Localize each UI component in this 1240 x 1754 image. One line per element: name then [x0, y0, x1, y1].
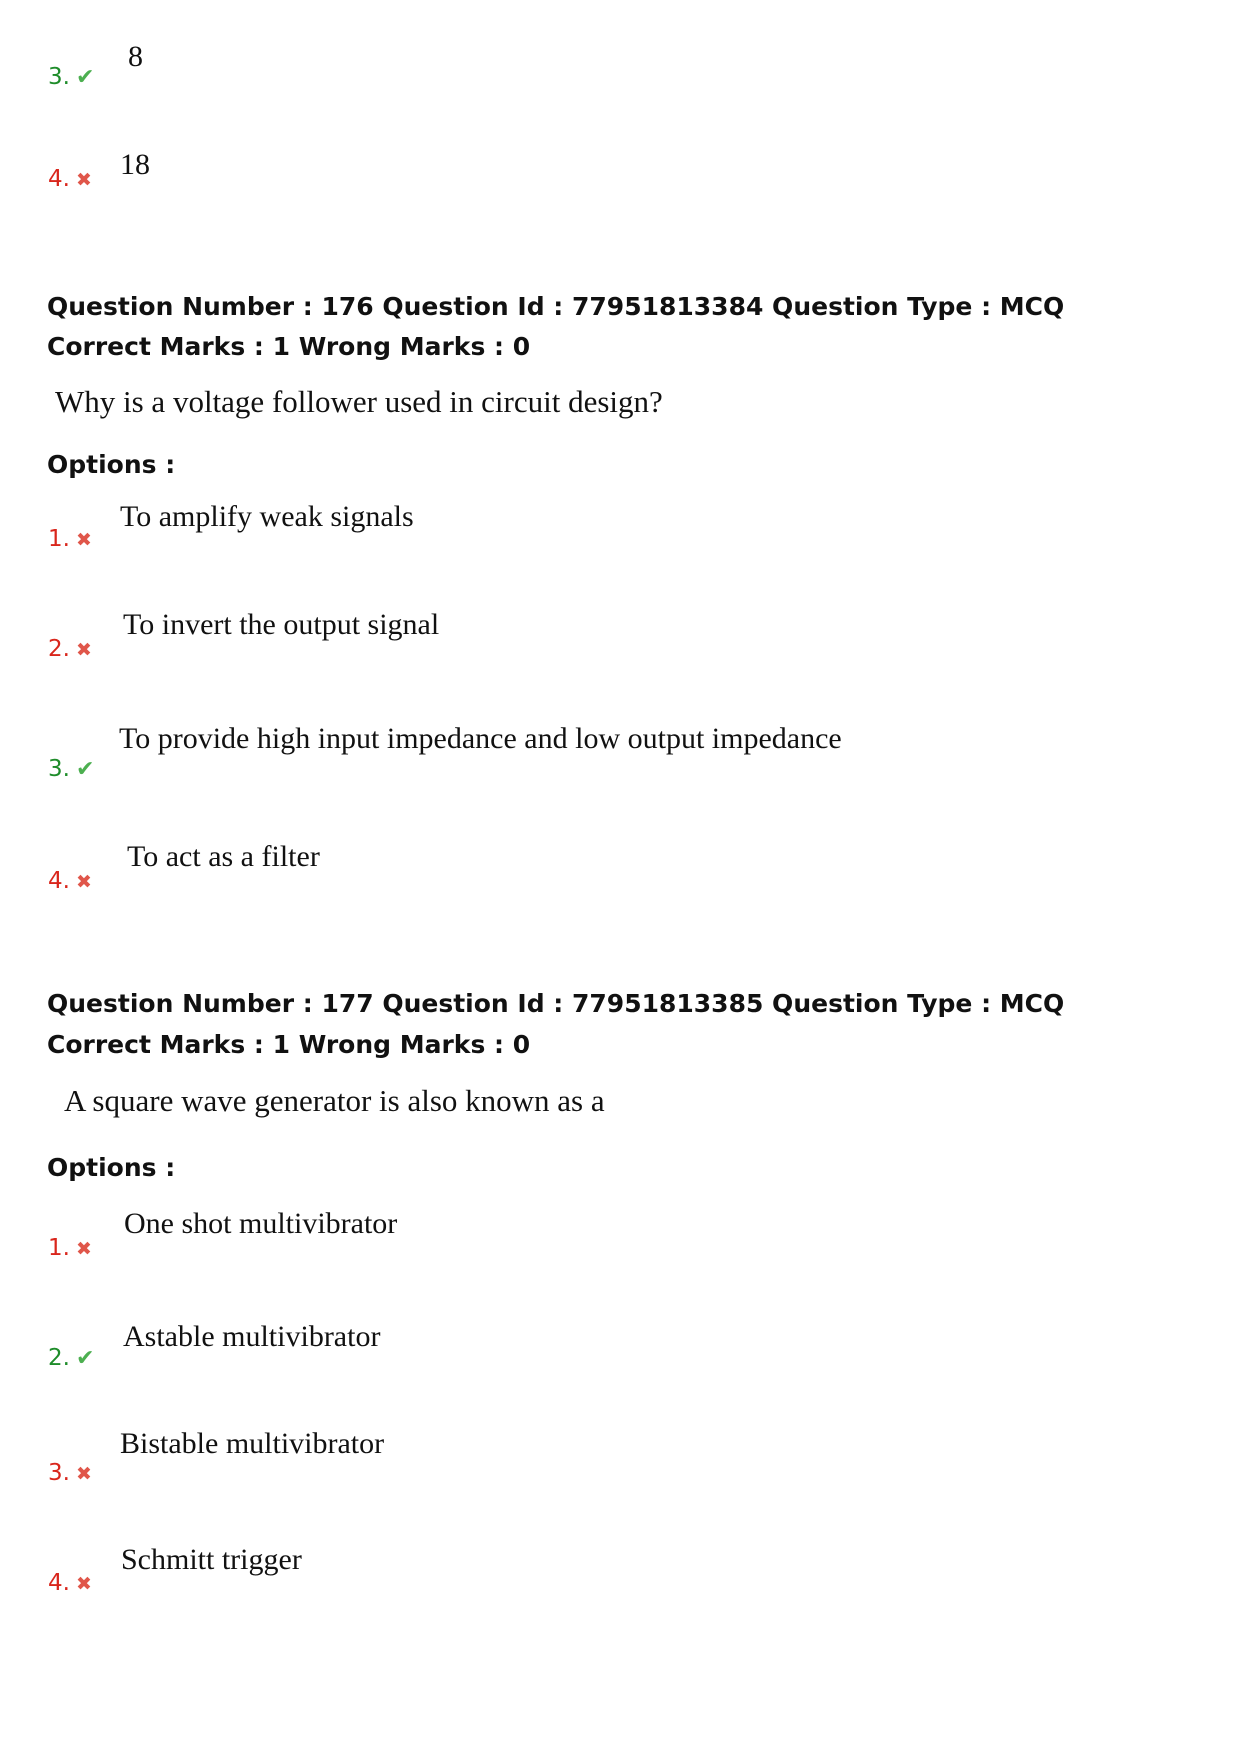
- option-text: To act as a filter: [127, 840, 320, 873]
- question-text: A square wave generator is also known as a: [64, 1083, 605, 1118]
- option-text: To invert the output signal: [123, 608, 440, 641]
- check-icon: ✔: [75, 757, 95, 782]
- question-header: Question Number : 177 Question Id : 77951813385 Question Type : MCQ: [47, 989, 1065, 1018]
- options-label: Options :: [47, 1153, 176, 1182]
- cross-icon: ✖: [75, 1238, 92, 1260]
- cross-icon: ✖: [75, 1463, 92, 1485]
- option-number: 4. ✖: [48, 166, 92, 192]
- option-number: 3. ✔: [48, 64, 95, 90]
- check-icon: ✔: [75, 1346, 95, 1371]
- option-number: 3. ✖: [48, 1460, 92, 1486]
- cross-icon: ✖: [75, 169, 92, 191]
- question-header: Question Number : 176 Question Id : 77951813384 Question Type : MCQ: [47, 292, 1065, 321]
- check-icon: ✔: [75, 65, 95, 90]
- marks-line: Correct Marks : 1 Wrong Marks : 0: [47, 1030, 531, 1059]
- option-number: 4. ✖: [48, 868, 92, 894]
- option-number: 2. ✖: [48, 636, 92, 662]
- option-number: 1. ✖: [48, 526, 92, 552]
- option-number: 1. ✖: [48, 1235, 92, 1261]
- cross-icon: ✖: [75, 871, 92, 893]
- question-text: Why is a voltage follower used in circuit design?: [55, 384, 663, 419]
- option-text: To amplify weak signals: [120, 500, 414, 533]
- marks-line: Correct Marks : 1 Wrong Marks : 0: [47, 332, 531, 361]
- cross-icon: ✖: [75, 1573, 92, 1595]
- option-text: 8: [128, 40, 143, 73]
- option-number: 2. ✔: [48, 1345, 95, 1371]
- cross-icon: ✖: [75, 639, 92, 661]
- option-text: Astable multivibrator: [123, 1320, 381, 1353]
- option-text: 18: [120, 148, 150, 181]
- option-text: To provide high input impedance and low output impedance: [119, 722, 842, 755]
- cross-icon: ✖: [75, 529, 92, 551]
- option-text: One shot multivibrator: [124, 1207, 398, 1240]
- option-number: 3. ✔: [48, 756, 95, 782]
- option-text: Schmitt trigger: [121, 1543, 302, 1576]
- option-number: 4. ✖: [48, 1570, 92, 1596]
- options-label: Options :: [47, 450, 176, 479]
- option-text: Bistable multivibrator: [120, 1427, 385, 1460]
